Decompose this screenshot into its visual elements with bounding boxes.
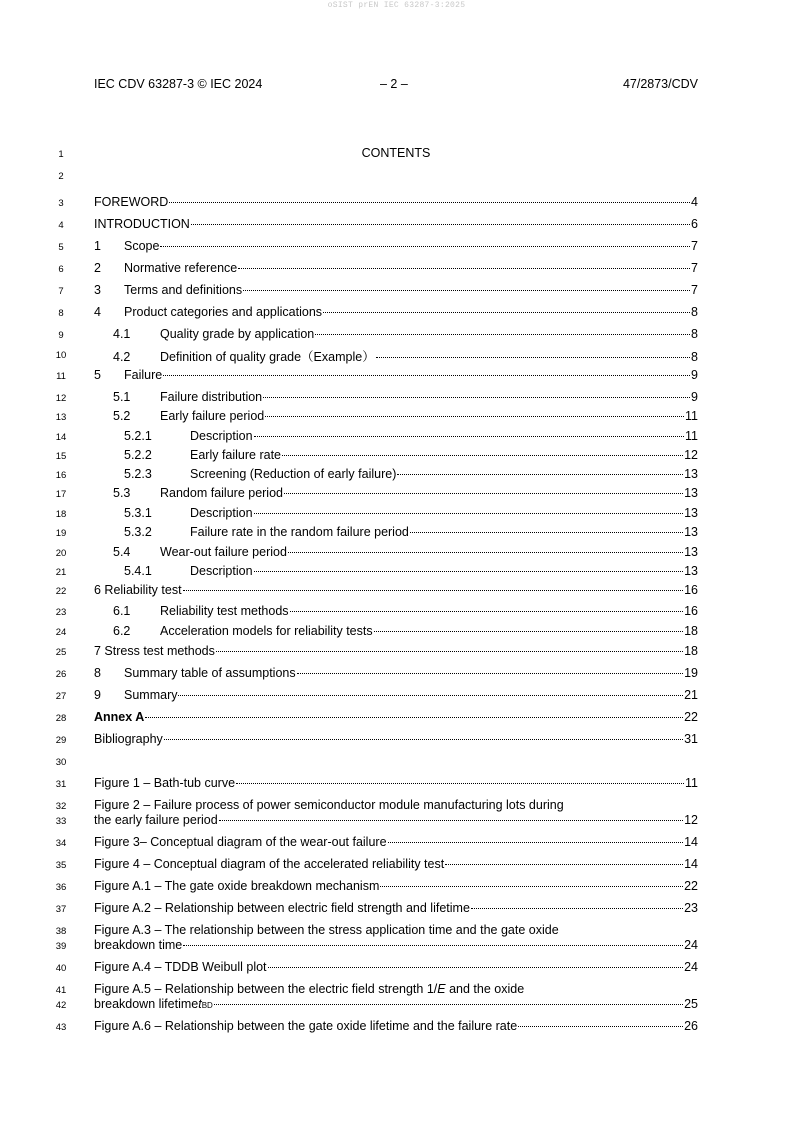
toc-entry-failure[interactable] — [94, 368, 698, 384]
line-number: 20 — [55, 548, 67, 559]
toc-number: 4.2 — [113, 350, 131, 364]
toc-number: 4.1 — [113, 327, 131, 341]
toc-page: 13 — [684, 545, 698, 559]
line-number: 41 — [55, 985, 67, 996]
figure-page: 24 — [684, 938, 698, 952]
figure-entry[interactable] — [94, 835, 698, 851]
toc-entry-quality-grade-definition[interactable] — [94, 347, 698, 363]
toc-number: 5.4 — [113, 545, 131, 559]
toc-number: 8 — [94, 666, 101, 680]
dot-leader — [254, 571, 684, 572]
dot-leader — [238, 268, 690, 269]
toc-number: 6.1 — [113, 604, 131, 618]
toc-page: 22 — [684, 710, 698, 724]
toc-entry-normative-reference[interactable] — [94, 261, 698, 277]
line-number: 38 — [55, 926, 67, 937]
figure-label: Figure A.6 – Relationship between the gate oxide lifetime and the failure rate — [94, 1019, 518, 1033]
line-number: 12 — [55, 393, 67, 404]
figure-entry[interactable] — [94, 813, 698, 829]
figure-label: Figure A.2 – Relationship between electric field strength and lifetime — [94, 901, 470, 915]
toc-entry-reliability-test[interactable] — [94, 583, 698, 599]
toc-page: 8 — [691, 350, 698, 364]
toc-page: 7 — [691, 283, 698, 297]
line-number: 15 — [55, 451, 67, 462]
toc-number: 3 — [94, 283, 101, 297]
toc-label: Summary table of assumptions — [124, 666, 296, 680]
dot-leader — [290, 611, 684, 612]
toc-entry-wear-out-failure-period[interactable] — [94, 545, 698, 561]
toc-label: INTRODUCTION — [94, 217, 190, 231]
toc-number: 1 — [94, 239, 101, 253]
line-number: 28 — [55, 713, 67, 724]
figure-entry[interactable] — [94, 776, 698, 792]
toc-page: 13 — [684, 486, 698, 500]
figure-label-text: and the oxide — [445, 982, 525, 996]
dot-leader — [243, 290, 690, 291]
dot-leader — [160, 246, 690, 247]
toc-page: 31 — [684, 732, 698, 746]
dot-leader — [236, 783, 684, 784]
toc-page: 19 — [684, 666, 698, 680]
line-number: 14 — [55, 432, 67, 443]
watermark: oSIST prEN IEC 63287-3:2025 — [327, 1, 466, 10]
toc-entry-early-failure-period[interactable] — [94, 409, 698, 425]
line-number: 11 — [56, 371, 66, 382]
toc-number: 5.2.2 — [124, 448, 152, 462]
toc-page: 12 — [684, 448, 698, 462]
toc-label: Random failure period — [160, 486, 283, 500]
dot-leader — [288, 552, 683, 553]
toc-label: Quality grade by application — [160, 327, 315, 341]
line-number: 19 — [55, 528, 67, 539]
symbol-t: t — [198, 997, 202, 1011]
toc-entry-annex-a[interactable] — [94, 710, 698, 726]
toc-label: Acceleration models for reliability tests — [160, 624, 373, 638]
figure-page: 14 — [684, 835, 698, 849]
dot-leader — [254, 513, 684, 514]
line-number: 42 — [55, 1000, 67, 1011]
toc-label: Screening (Reduction of early failure) — [190, 467, 397, 481]
toc-entry-failure-distribution[interactable] — [94, 390, 698, 406]
toc-number: 9 — [94, 688, 101, 702]
line-number: 37 — [55, 904, 67, 915]
header-document-code: 47/2873/CDV — [622, 77, 698, 91]
toc-page: 16 — [684, 604, 698, 618]
dot-leader — [163, 375, 690, 376]
toc-label: Reliability test methods — [160, 604, 289, 618]
toc-page: 7 — [691, 239, 698, 253]
figure-label: the early failure period — [94, 813, 218, 827]
toc-label: 6 Reliability test — [94, 583, 182, 597]
toc-entry-quality-grade[interactable] — [94, 327, 698, 343]
toc-page: 11 — [685, 409, 698, 423]
line-number: 13 — [55, 412, 67, 423]
dot-leader — [214, 1004, 683, 1005]
figure-label-line1: Figure A.3 – The relationship between the stress application time and the gate oxide — [94, 923, 559, 937]
dot-leader — [191, 224, 690, 225]
toc-page: 13 — [684, 564, 698, 578]
toc-page: 9 — [691, 368, 698, 382]
toc-label: Wear-out failure period — [160, 545, 287, 559]
toc-label: Normative reference — [124, 261, 238, 275]
dot-leader — [471, 908, 683, 909]
toc-label: Annex A — [94, 710, 145, 724]
figure-page: 14 — [684, 857, 698, 871]
toc-label: Description — [190, 429, 253, 443]
figure-entry[interactable] — [94, 901, 698, 917]
dot-leader — [445, 864, 683, 865]
toc-entry-introduction[interactable] — [94, 217, 698, 233]
toc-entry-reliability-test-methods[interactable] — [94, 604, 698, 620]
line-number: 39 — [55, 941, 67, 952]
dot-leader — [183, 945, 683, 946]
contents-title: CONTENTS — [361, 146, 431, 160]
figure-entry[interactable] — [94, 1019, 698, 1035]
toc-number: 5.3.2 — [124, 525, 152, 539]
figure-label: Figure A.1 – The gate oxide breakdown mechanism — [94, 879, 380, 893]
dot-leader — [183, 590, 684, 591]
toc-number: 4 — [94, 305, 101, 319]
line-number: 4 — [58, 220, 64, 231]
toc-entry-early-failure-rate[interactable] — [94, 448, 698, 464]
line-number: 29 — [55, 735, 67, 746]
line-number: 25 — [55, 647, 67, 658]
line-number: 6 — [58, 264, 64, 275]
toc-page: 9 — [691, 390, 698, 404]
figure-label-line1: Figure 2 – Failure process of power semiconductor module manufacturing lots during — [94, 798, 564, 812]
toc-label: Scope — [124, 239, 160, 253]
toc-label: Failure — [124, 368, 163, 382]
toc-entry-product-categories[interactable] — [94, 305, 698, 321]
toc-number: 6.2 — [113, 624, 131, 638]
toc-entry-foreword[interactable] — [94, 195, 698, 211]
figure-label: breakdown time — [94, 938, 183, 952]
figure-page: 26 — [684, 1019, 698, 1033]
dot-leader — [268, 967, 684, 968]
figure-entry[interactable] — [94, 857, 698, 873]
toc-page: 13 — [684, 506, 698, 520]
line-number: 5 — [58, 242, 64, 253]
dot-leader — [397, 474, 683, 475]
toc-number: 5.3 — [113, 486, 131, 500]
figure-entry[interactable] — [94, 997, 698, 1013]
dot-leader — [265, 416, 684, 417]
toc-label: Early failure rate — [190, 448, 282, 462]
toc-page: 8 — [691, 305, 698, 319]
toc-number: 5.4.1 — [124, 564, 152, 578]
line-number: 18 — [55, 509, 67, 520]
line-number: 43 — [55, 1022, 67, 1033]
toc-entry-screening[interactable] — [94, 467, 698, 483]
figure-page: 11 — [685, 776, 698, 790]
toc-entry-random-failure-description[interactable] — [94, 506, 698, 522]
toc-label: Failure distribution — [160, 390, 263, 404]
toc-page: 8 — [691, 327, 698, 341]
dot-leader — [169, 202, 690, 203]
dot-leader — [410, 532, 683, 533]
toc-number: 5.3.1 — [124, 506, 152, 520]
toc-entry-stress-test-methods[interactable] — [94, 644, 698, 660]
dot-leader — [323, 312, 690, 313]
figure-entry[interactable] — [94, 879, 698, 895]
figure-page: 23 — [684, 901, 698, 915]
toc-page: 11 — [685, 429, 698, 443]
toc-entry-bibliography[interactable] — [94, 732, 698, 748]
toc-entry-summary[interactable] — [94, 688, 698, 704]
toc-page: 7 — [691, 261, 698, 275]
figure-label: Figure A.4 – TDDB Weibull plot — [94, 960, 267, 974]
figure-entry[interactable] — [94, 938, 698, 954]
line-number: 23 — [55, 607, 67, 618]
toc-page: 4 — [691, 195, 698, 209]
toc-page: 13 — [684, 525, 698, 539]
header-standard-id: IEC CDV 63287-3 © IEC 2024 — [94, 77, 263, 91]
header-page-number: – 2 – — [380, 77, 408, 91]
toc-entry-random-failure-rate[interactable] — [94, 525, 698, 541]
figure-page: 12 — [684, 813, 698, 827]
figure-entry[interactable] — [94, 960, 698, 976]
figure-page: 25 — [684, 997, 698, 1011]
line-number: 2 — [58, 171, 64, 182]
toc-label: Definition of quality grade（Example） — [160, 350, 375, 364]
toc-entry-random-failure-period[interactable] — [94, 486, 698, 502]
line-number: 8 — [58, 308, 64, 319]
dot-leader — [376, 357, 690, 358]
figure-label: breakdown lifetime — [94, 997, 199, 1011]
line-number: 36 — [55, 882, 67, 893]
figure-label: Figure 4 – Conceptual diagram of the accelerated reliability test — [94, 857, 445, 871]
line-number: 16 — [55, 470, 67, 481]
line-number: 9 — [58, 330, 64, 341]
line-number: 40 — [55, 963, 67, 974]
toc-label: Description — [190, 506, 253, 520]
figure-label-line1 — [94, 982, 524, 996]
line-number: 34 — [55, 838, 67, 849]
toc-number: 5.1 — [113, 390, 131, 404]
line-number: 10 — [55, 350, 67, 361]
dot-leader — [374, 631, 684, 632]
toc-label: Bibliography — [94, 732, 163, 746]
toc-page: 13 — [684, 467, 698, 481]
figure-page: 22 — [684, 879, 698, 893]
toc-number: 5.2.1 — [124, 429, 152, 443]
line-number: 30 — [55, 757, 67, 768]
toc-entry-summary-table[interactable] — [94, 666, 698, 682]
line-number: 26 — [55, 669, 67, 680]
dot-leader — [219, 820, 683, 821]
dot-leader — [380, 886, 683, 887]
toc-label: Product categories and applications — [124, 305, 323, 319]
line-number: 21 — [55, 567, 67, 578]
toc-label: Summary — [124, 688, 178, 702]
toc-label: Description — [190, 564, 253, 578]
toc-entry-scope[interactable] — [94, 239, 698, 255]
toc-label: FOREWORD — [94, 195, 169, 209]
toc-page: 18 — [684, 624, 698, 638]
dot-leader — [518, 1026, 683, 1027]
dot-leader — [282, 455, 683, 456]
toc-label: Failure rate in the random failure period — [190, 525, 409, 539]
toc-page: 18 — [684, 644, 698, 658]
dot-leader — [388, 842, 684, 843]
line-number: 24 — [55, 627, 67, 638]
figure-label: Figure 3– Conceptual diagram of the wear-out failure — [94, 835, 387, 849]
toc-number: 5.2 — [113, 409, 131, 423]
toc-entry-acceleration-models[interactable] — [94, 624, 698, 640]
dot-leader — [315, 334, 690, 335]
line-number: 32 — [55, 801, 67, 812]
line-number: 22 — [55, 586, 67, 597]
toc-page: 16 — [684, 583, 698, 597]
dot-leader — [297, 673, 683, 674]
toc-label: Terms and definitions — [124, 283, 243, 297]
figure-page: 24 — [684, 960, 698, 974]
toc-label: Early failure period — [160, 409, 265, 423]
dot-leader — [216, 651, 683, 652]
symbol-e: E — [437, 982, 446, 996]
toc-label: 7 Stress test methods — [94, 644, 215, 658]
line-number: 3 — [58, 198, 64, 209]
symbol-subscript: BD — [201, 1001, 213, 1010]
toc-number: 5.2.3 — [124, 467, 152, 481]
toc-number: 2 — [94, 261, 101, 275]
dot-leader — [254, 436, 684, 437]
dot-leader — [284, 493, 683, 494]
line-number: 31 — [55, 779, 67, 790]
figure-label-text: Figure A.5 – Relationship between the electric field strength 1/ — [94, 982, 438, 996]
toc-number: 5 — [94, 368, 101, 382]
figure-label: Figure 1 – Bath-tub curve — [94, 776, 236, 790]
line-number: 35 — [55, 860, 67, 871]
toc-entry-terms-definitions[interactable] — [94, 283, 698, 299]
line-number: 33 — [55, 816, 67, 827]
line-number: 7 — [58, 286, 64, 297]
toc-page: 21 — [684, 688, 698, 702]
dot-leader — [178, 695, 683, 696]
dot-leader — [263, 397, 690, 398]
line-number: 17 — [55, 489, 67, 500]
toc-entry-early-failure-description[interactable] — [94, 429, 698, 445]
toc-entry-wear-out-description[interactable] — [94, 564, 698, 580]
toc-page: 6 — [691, 217, 698, 231]
dot-leader — [164, 739, 683, 740]
dot-leader — [145, 717, 683, 718]
line-number: 27 — [55, 691, 67, 702]
line-number: 1 — [58, 149, 64, 160]
